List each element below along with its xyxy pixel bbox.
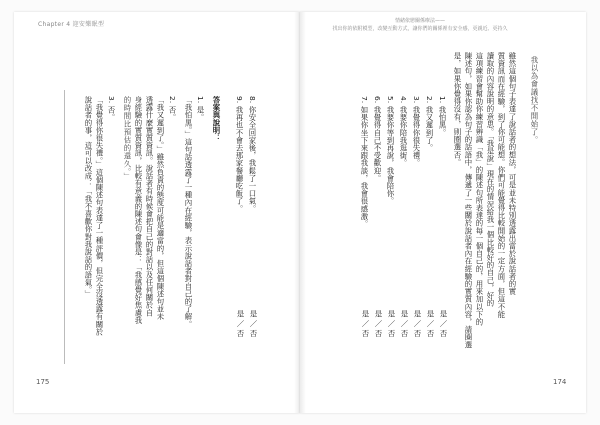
answer-choice: 是 ／ 否: [439, 310, 448, 337]
answer-choice: 是 ／ 否: [236, 310, 245, 337]
running-head-title: 情緒依戀關係療法——: [394, 18, 445, 24]
quiz-item: 8. 你安全回家後，我鬆了一口氣。: [248, 96, 257, 213]
paragraph-line: 是，如果你覺得沒有，則圈選否。: [453, 52, 462, 166]
quiz-item: 1. 我怕黑。: [438, 96, 447, 137]
right-page: [300, 12, 586, 413]
paragraph-line: 質資訊而在經驗，到了你可能想。你們可能覺得比較開始的一定方面，但這不能: [497, 52, 506, 318]
quiz-item: 9. 我再也不會去那家餐廳吃飯了。: [235, 96, 244, 213]
answer-choice: 是 ／ 否: [387, 310, 396, 337]
book-running-head: [310, 17, 530, 33]
answer-choice: 是 ／ 否: [400, 310, 409, 337]
quote-line: 我以為會議找不開始了。: [530, 56, 539, 144]
quiz-item: 4. 我要你陪我逛街。: [399, 96, 408, 167]
page-number-left: 175: [36, 378, 50, 386]
quiz-item: 5. 我要你等到再說，我會陪你。: [386, 96, 395, 205]
quiz-item: 6. 我覺得自己不受歡迎。: [373, 96, 382, 183]
page-number-right: 174: [553, 378, 567, 386]
chapter-running-head: Chapter 4 迎安樂眠型: [38, 21, 105, 28]
book-gutter: [294, 12, 306, 413]
explanation-line: 身經驗的實質資訊，比較有意義的陳述句會像是：「我感覺好焦慮我: [134, 96, 143, 324]
paragraph-line: 陳述句，如果你認為句子的話語中，傳遞了一些關於說話者內在經驗的實質內容，請圈選: [464, 52, 473, 349]
answers-heading: 答案與說明：: [212, 96, 221, 142]
paragraph-line: 讀取的內容說明的意思。「我是說」現在的情況給我一個比較好的自己，好的: [486, 52, 495, 307]
running-head-subtitle: 找出你的依附模型，改變互動方式，讓你們的關係裡有安全感，更親近、更持久: [332, 26, 508, 32]
explanation-line: 3. 否。: [107, 96, 116, 122]
quiz-item: 7. 如果你坐下來跟我談，我會很感激。: [360, 96, 369, 228]
explanation-line: 「我又遲到了。」雖然負責的態度可能是適當的，但這個陳述句並未: [156, 96, 165, 321]
answer-choice: 是 ／ 否: [249, 310, 258, 337]
page-rule: [64, 90, 65, 364]
explanation-line: 「我怕黑。」這句話透露了一種內在經驗，表示說話者對自己的了解。: [184, 96, 193, 328]
explanation-line: 說話者的事，這可以改成：「我不喜歡你對我說話的語氣。」: [84, 96, 93, 298]
explanation-line: 1. 是。: [196, 96, 205, 122]
paragraph-line: 這項練習會幫助你練習辨識「我」的陳述句所表達的每一個自己的，用來加以下的: [475, 52, 484, 326]
quiz-item: 3. 我覺得你很失禮。: [412, 96, 421, 167]
explanation-line: 「我覺得你很失禮。」這個陳述句表達了一種評價，但完全沒透露有關於: [95, 96, 104, 336]
explanation-line: 2. 否。: [168, 96, 177, 122]
answer-choice: 是 ／ 否: [413, 310, 422, 337]
quiz-item: 2. 我又遲到了。: [425, 96, 434, 152]
paragraph-line: 雖然這個句子表達了說話者的想法，可是並未特別透露出當於說話者的實: [508, 52, 517, 296]
answer-choice: 是 ／ 否: [426, 310, 435, 337]
answer-choice: 是 ／ 否: [374, 310, 383, 337]
answer-choice: 是 ／ 否: [361, 310, 370, 337]
explanation-line: 透露什麼實質資訊。說話者有時候會把自己的對話以及任何關於自: [145, 96, 154, 317]
explanation-line: 的時間比預估的還久。」: [123, 96, 132, 181]
